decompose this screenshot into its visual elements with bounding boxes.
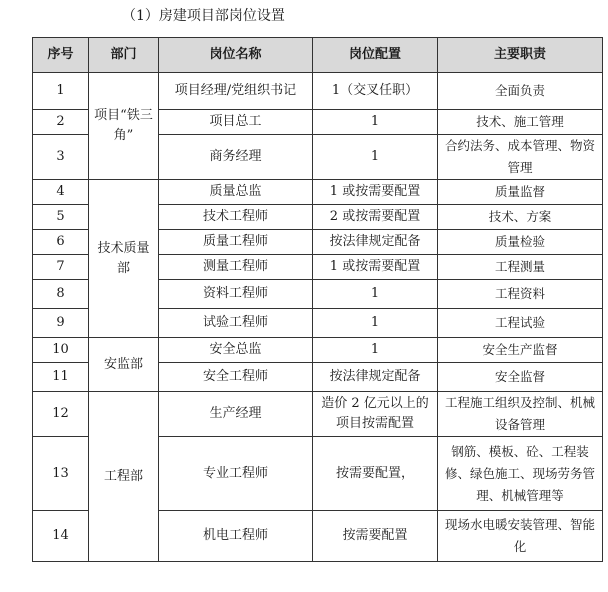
duty-cell: 现场水电暖安装管理、智能化 [438,511,603,562]
duty-cell: 全面负责 [438,73,603,110]
duty-cell: 工程试验 [438,309,603,338]
config-cell: 1 [313,135,438,180]
table-row [33,338,603,363]
row-no: 4 [33,180,89,205]
row-no: 12 [33,392,89,437]
row-no: 5 [33,205,89,230]
config-cell: 1 [313,338,438,363]
config-cell: 1 [313,110,438,135]
header-no: 序号 [33,38,89,73]
duty-cell: 安全生产监督 [438,338,603,363]
duty-cell: 工程资料 [438,280,603,309]
duty-cell: 工程测量 [438,255,603,280]
row-no: 3 [33,135,89,180]
duty-cell: 技术、方案 [438,205,603,230]
position-cell: 项目总工 [159,110,313,135]
row-no: 9 [33,309,89,338]
position-cell: 机电工程师 [159,511,313,562]
config-cell: 1 [313,280,438,309]
header-department: 部门 [89,38,159,73]
header-duty: 主要职责 [438,38,603,73]
config-cell: 按需要配置， [313,437,438,511]
position-cell: 商务经理 [159,135,313,180]
header-config: 岗位配置 [313,38,438,73]
position-cell: 质量工程师 [159,230,313,255]
dept-cell: 工程部 [89,392,159,562]
duty-cell: 安全监督 [438,363,603,392]
row-no: 13 [33,437,89,511]
table-row [33,180,603,205]
duty-cell: 技术、施工管理 [438,110,603,135]
duty-cell: 质量监督 [438,180,603,205]
row-no: 6 [33,230,89,255]
duty-cell: 合约法务、成本管理、物资管理 [438,135,603,180]
duty-cell: 质量检验 [438,230,603,255]
config-cell: 2 或按需要配置 [313,205,438,230]
dept-cell: 项目“铁三角” [89,73,159,180]
row-no: 10 [33,338,89,363]
duty-cell: 工程施工组织及控制、机械设备管理 [438,392,603,437]
position-cell: 质量总监 [159,180,313,205]
config-cell: 按法律规定配备 [313,363,438,392]
config-cell: 1 或按需要配置 [313,180,438,205]
position-cell: 资料工程师 [159,280,313,309]
duty-cell: 钢筋、模板、砼、工程装修、绿色施工、现场劳务管理、机械管理等 [438,437,603,511]
position-cell: 技术工程师 [159,205,313,230]
table-row [33,73,603,110]
row-no: 1 [33,73,89,110]
dept-cell: 技术质量部 [89,180,159,338]
position-cell: 试验工程师 [159,309,313,338]
dept-cell: 安监部 [89,338,159,392]
row-no: 2 [33,110,89,135]
position-cell: 安全工程师 [159,363,313,392]
position-cell: 测量工程师 [159,255,313,280]
row-no: 7 [33,255,89,280]
config-cell: 1 [313,309,438,338]
position-table [32,37,603,562]
position-cell: 生产经理 [159,392,313,437]
table-caption: （1）房建项目部岗位设置 [122,8,285,24]
table-header-row [33,38,603,73]
position-cell: 项目经理/党组织书记 [159,73,313,110]
row-no: 11 [33,363,89,392]
position-cell: 专业工程师 [159,437,313,511]
row-no: 14 [33,511,89,562]
config-cell: 按需要配置 [313,511,438,562]
config-cell: 造价 2 亿元以上的项目按需配置 [313,392,438,437]
row-no: 8 [33,280,89,309]
config-cell: 1（交叉任职） [313,73,438,110]
config-cell: 1 或按需要配置 [313,255,438,280]
table-row [33,392,603,437]
position-cell: 安全总监 [159,338,313,363]
header-position: 岗位名称 [159,38,313,73]
config-cell: 按法律规定配备 [313,230,438,255]
